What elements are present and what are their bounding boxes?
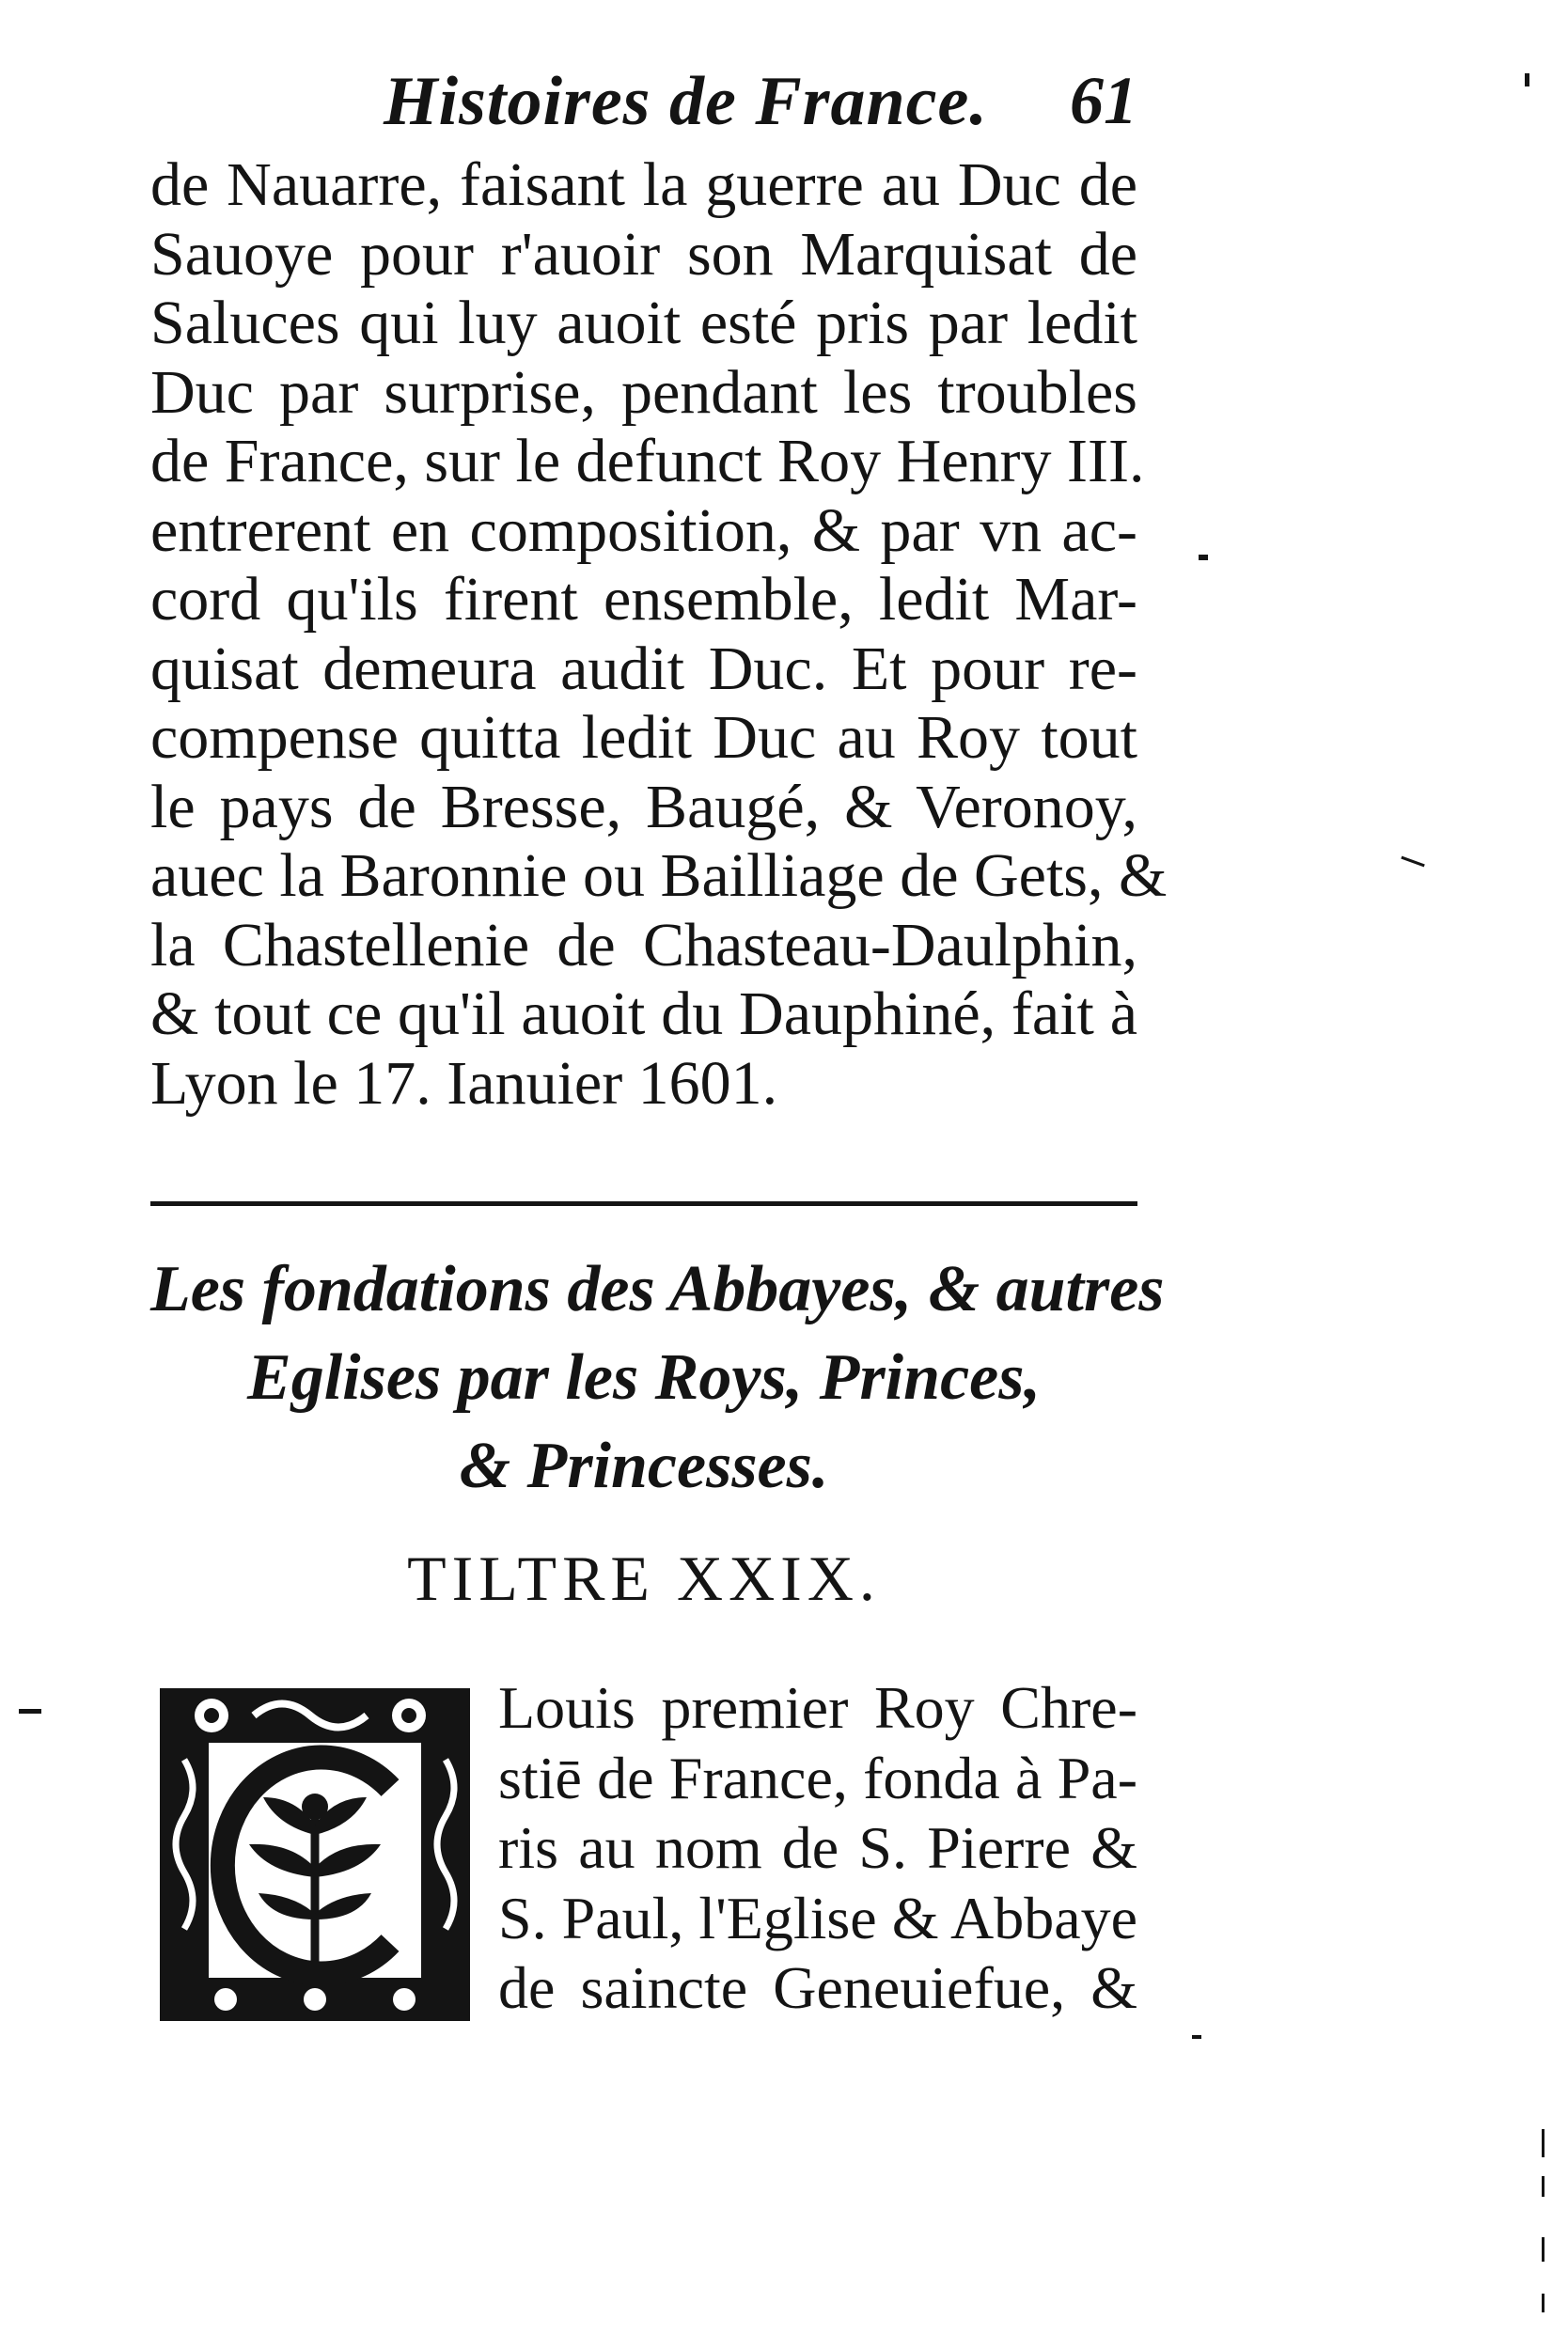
- text-line: stiē de France, fonda à Pa-: [498, 1744, 1137, 1811]
- decorated-initial-icon: [150, 1675, 479, 2032]
- page-header: [150, 55, 1137, 149]
- text-line: ris au nom de S. Pierre &: [498, 1814, 1137, 1881]
- body-paragraph: [150, 150, 1168, 1118]
- scan-speck: [19, 1709, 41, 1714]
- text-line: de France, sur le defunct Roy Henry III.: [150, 427, 1145, 495]
- text-line: compense quitta ledit Duc au Roy tout: [150, 703, 1137, 772]
- page-number: 61: [1070, 63, 1137, 138]
- section-title-line: Eglises par les Roys, Princes,: [247, 1341, 1041, 1414]
- text-line: Sauoye pour r'auoir son Marquisat de: [150, 219, 1137, 289]
- scan-speck: [1542, 2294, 1544, 2312]
- scan-speck: [1542, 2129, 1544, 2157]
- text-line: & tout ce qu'il auoit du Dauphiné, fait à: [150, 979, 1137, 1048]
- section-divider: [150, 1201, 1137, 1206]
- scan-speck: [1542, 2237, 1544, 2262]
- text-line: Duc par surprise, pendant les troubles: [150, 357, 1137, 427]
- text-line: quisat demeura audit Duc. Et pour re-: [150, 634, 1137, 703]
- opening-paragraph: [498, 1673, 1137, 2024]
- scan-speck: [1401, 856, 1424, 868]
- text-line: le pays de Bresse, Baugé, & Veronoy,: [150, 772, 1137, 841]
- running-title: Histoires de France.: [384, 63, 988, 140]
- text-line: cord qu'ils firent ensemble, ledit Mar-: [150, 565, 1137, 634]
- scan-speck: [1542, 2176, 1544, 2197]
- text-line: la Chastellenie de Chasteau-Daulphin,: [150, 910, 1137, 979]
- text-line: entrerent en composition, & par vn ac-: [150, 495, 1137, 565]
- text-line: auec la Baronnie ou Bailliage de Gets, &: [150, 841, 1168, 910]
- scan-speck: [1525, 73, 1529, 86]
- section-title-line: Les fondations des Abbayes, & autres: [150, 1253, 1165, 1325]
- section-title: [150, 1246, 1165, 1511]
- text-line: Lyon le 17. Ianuier 1601.: [150, 1048, 778, 1118]
- scan-speck: [1192, 2035, 1201, 2039]
- scan-speck: [1199, 555, 1208, 560]
- text-line: Saluces qui luy auoit esté pris par ledit: [150, 289, 1137, 357]
- text-line: S. Paul, l'Eglise & Abbaye: [498, 1884, 1137, 1951]
- text-line: de saincte Geneuiefue, &: [498, 1954, 1137, 2021]
- title-number: TILTRE XXIX.: [407, 1543, 881, 1614]
- section-title-line: & Princesses.: [459, 1430, 829, 1502]
- text-line: Louis premier Roy Chre-: [498, 1674, 1137, 1741]
- text-line: de Nauarre, faisant la guerre au Duc de: [150, 150, 1137, 219]
